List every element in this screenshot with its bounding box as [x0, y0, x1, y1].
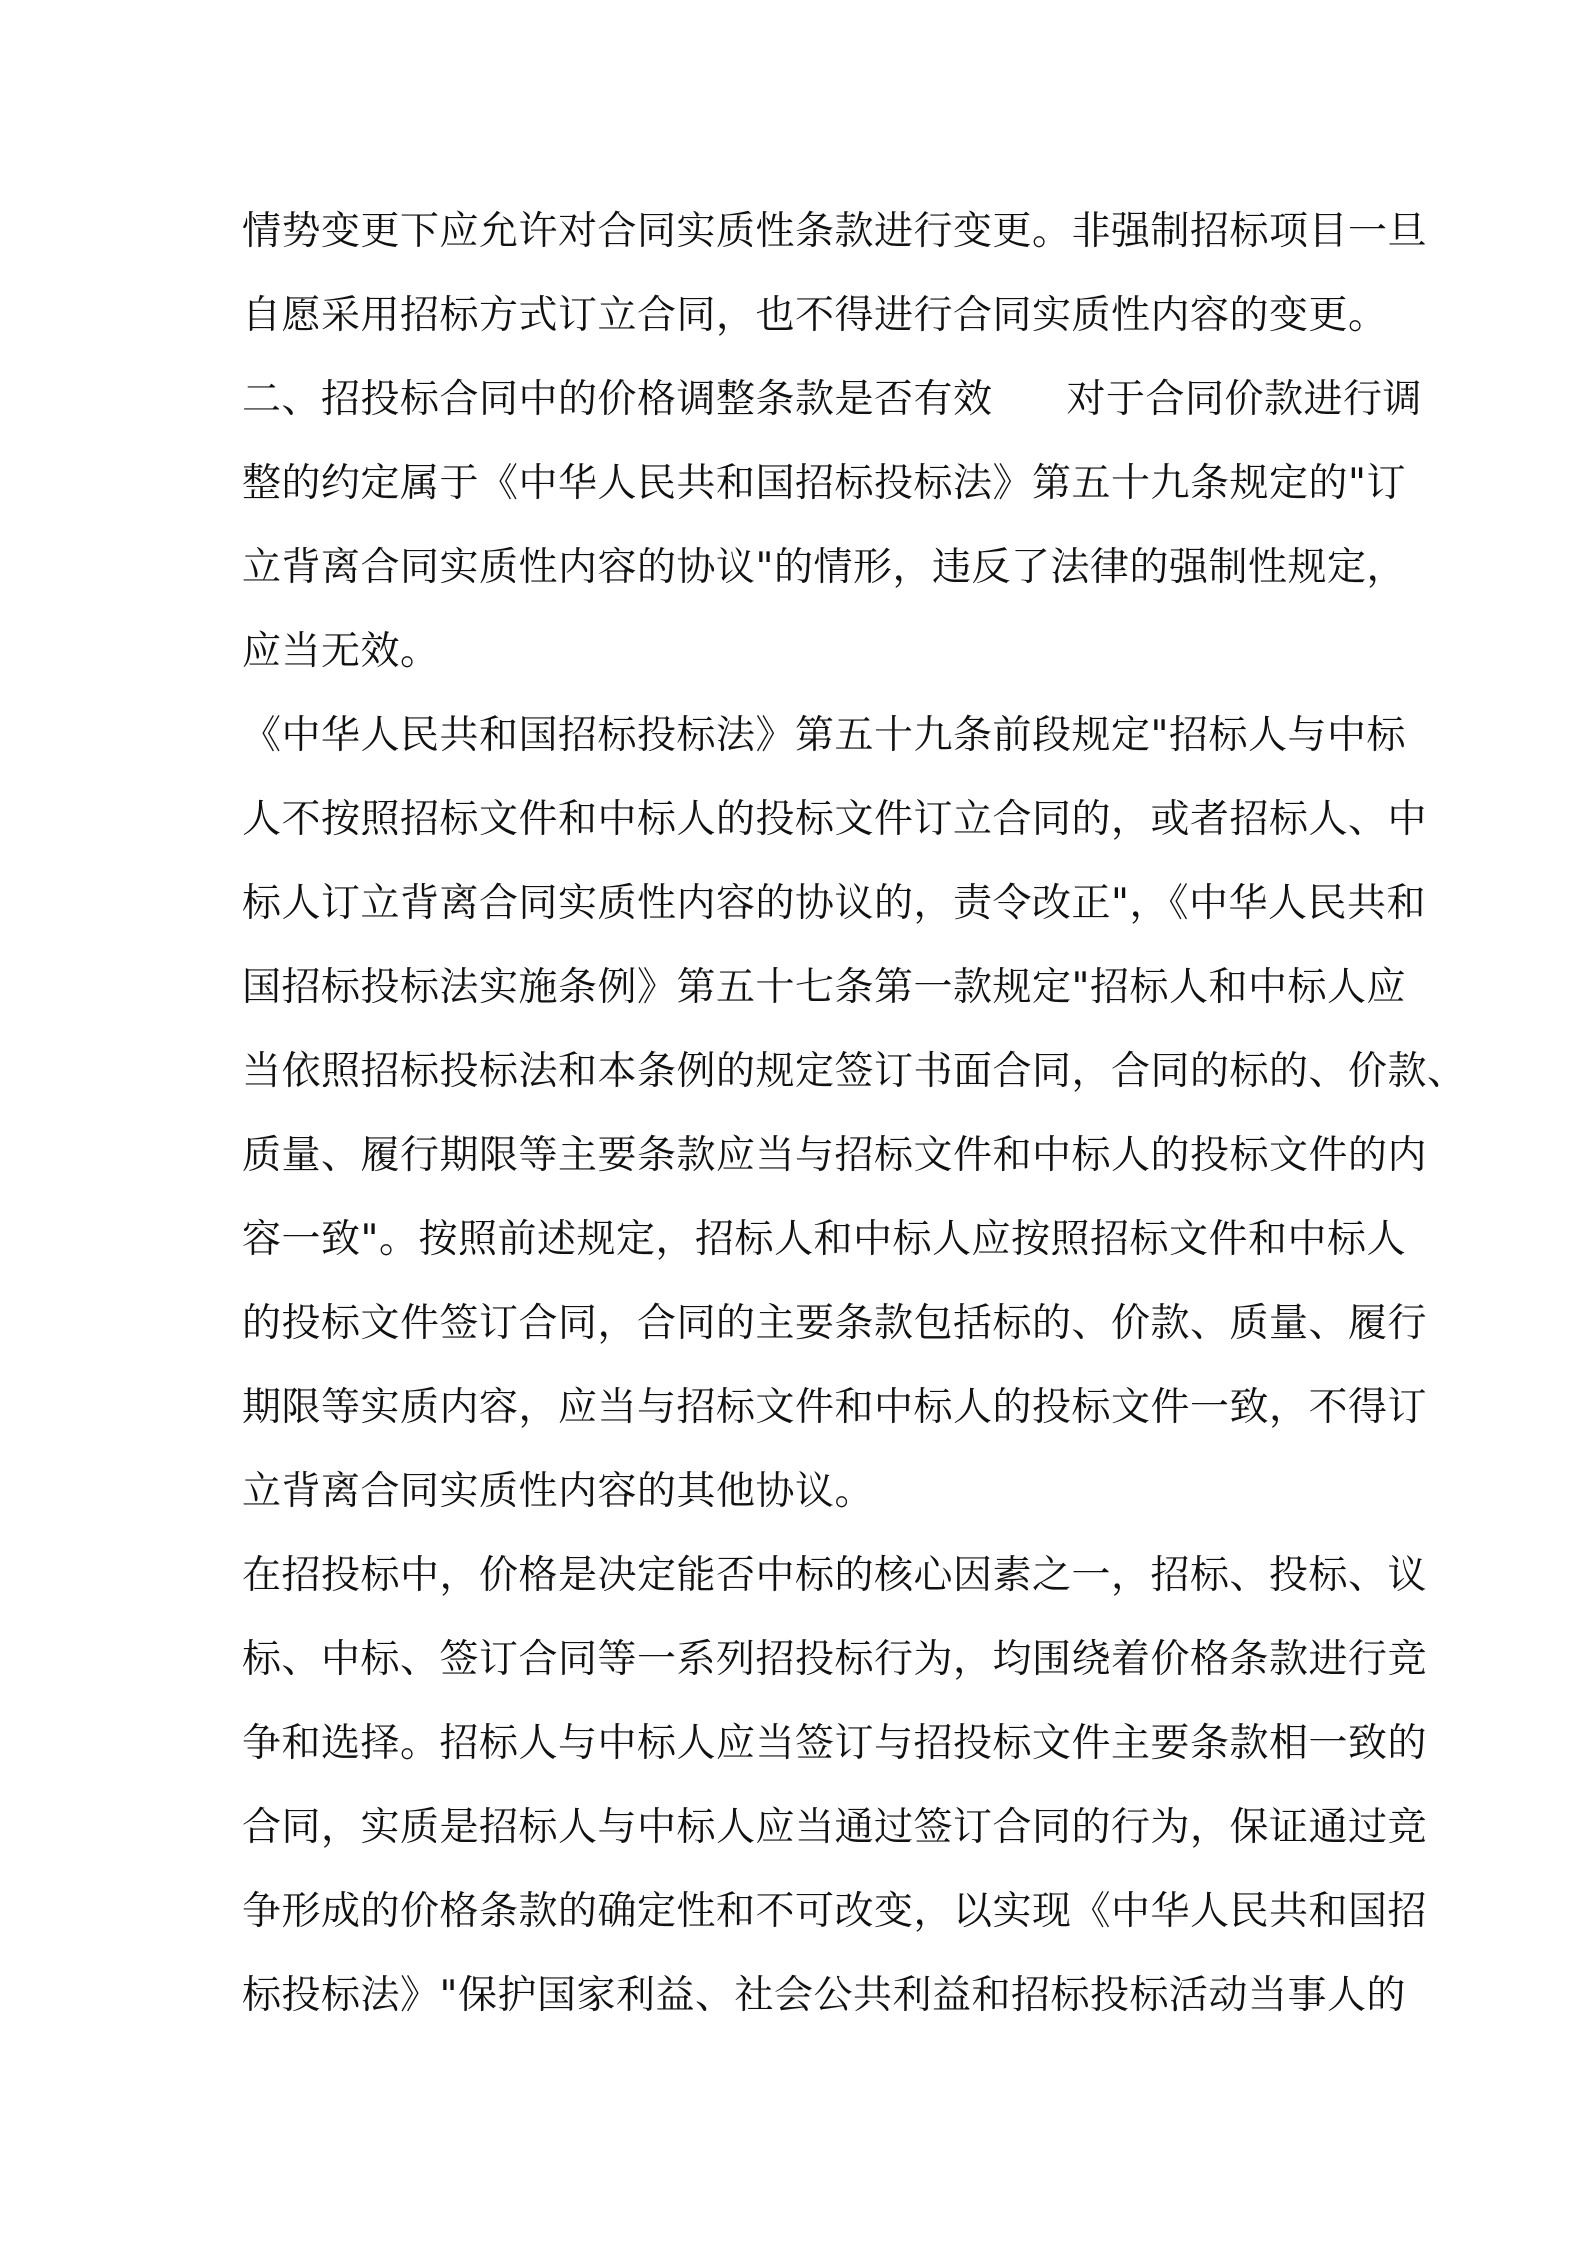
text-line: 人不按照招标文件和中标人的投标文件订立合同的，或者招标人、中: [242, 797, 1428, 842]
text-line: 在招投标中，价格是决定能否中标的核心因素之一，招标、投标、议: [242, 1553, 1428, 1598]
text-line: 情势变更下应允许对合同实质性条款进行变更。非强制招标项目一旦: [242, 209, 1428, 254]
section-heading: 二、招投标合同中的价格调整条款是否有效: [242, 377, 993, 422]
text-line: 质量、履行期限等主要条款应当与招标文件和中标人的投标文件的内: [242, 1133, 1428, 1178]
text-line: 整的约定属于《中华人民共和国招标投标法》第五十九条规定的"订: [242, 461, 1406, 506]
text-line: [242, 375, 1423, 425]
text-line: 争和选择。招标人与中标人应当签订与招投标文件主要条款相一致的: [242, 1721, 1428, 1766]
text-line: 标、中标、签订合同等一系列招投标行为，均围绕着价格条款进行竞: [242, 1637, 1428, 1682]
text-line: 国招标投标法实施条例》第五十七条第一款规定"招标人和中标人应: [242, 965, 1406, 1010]
text-line: 的投标文件签订合同，合同的主要条款包括标的、价款、质量、履行: [242, 1301, 1428, 1346]
text-line: 争形成的价格条款的确定性和不可改变，以实现《中华人民共和国招: [242, 1889, 1428, 1934]
text-line: 立背离合同实质性内容的其他协议。: [242, 1469, 875, 1514]
text-line: 合同，实质是招标人与中标人应当通过签订合同的行为，保证通过竞: [242, 1805, 1428, 1850]
text-line: 容一致"。按照前述规定，招标人和中标人应按照招标文件和中标人: [242, 1217, 1406, 1262]
text-line: 期限等实质内容，应当与招标文件和中标人的投标文件一致，不得订: [242, 1385, 1428, 1430]
text-line: 自愿采用招标方式订立合同，也不得进行合同实质性内容的变更。: [242, 293, 1388, 338]
text-line: 《中华人民共和国招标投标法》第五十九条前段规定"招标人与中标: [242, 713, 1406, 758]
text-line: 当依照招标投标法和本条例的规定签订书面合同，合同的标的、价款、: [242, 1049, 1467, 1094]
text-span: 对于合同价款进行调: [1066, 377, 1423, 422]
text-line: 应当无效。: [242, 629, 440, 674]
text-line: 标投标法》"保护国家利益、社会公共利益和招标投标活动当事人的: [242, 1973, 1406, 2018]
text-line: 标人订立背离合同实质性内容的协议的，责令改正"，《中华人民共和: [242, 881, 1426, 926]
text-line: 立背离合同实质性内容的协议"的情形，违反了法律的强制性规定，: [242, 545, 1406, 590]
